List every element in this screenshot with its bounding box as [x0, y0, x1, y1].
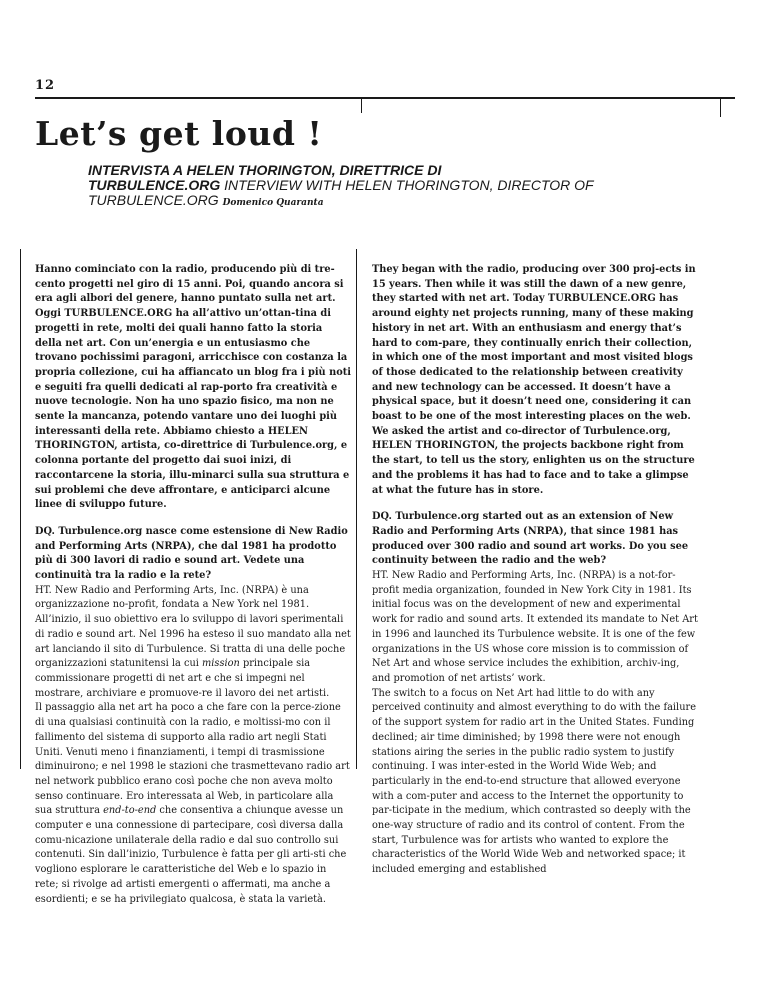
answer-italian-2 [35, 701, 352, 907]
answer-emphasis: mission [202, 658, 240, 670]
question-italian: DQ. Turbulence.org nasce come estensione di New Radio and Performing Arts (NRPA), che dal 1981 ha prodotto più di 300 lavori di radio e sound art. Vedete una continuità tra la radio e la rete? [35, 525, 348, 582]
intro-english: They began with the radio, producing over 300 proj-ects in 15 years. Then while it was still the dawn of a new genre, they started with net art. Today TURBULENCE.ORG has around eighty net projects running, many of these making history in net art. With an enthusiasm and energy that’s hard to com-pare, they continually enrich their collection, in which one of the most important and most visited blogs of those dedicated to the relationship between creativity and new technology can be accessed. It doesn’t have a physical space, but it doesn’t need one, considering it can boast to be one of the most interesting places on the web. [372, 264, 696, 423]
page-number: 12 [35, 78, 56, 93]
answer-emphasis: end-to-end [103, 805, 157, 817]
answer-text: che consentiva a chiunque avesse un computer e una connessione di partecipare, così diversa dalla comu-nicazione unilaterale della radio e dal suo controllo sui contenuti. Sin dall’inizio, Turbulence è fatta per gli arti-sti che vogliono esplorare le caratteristiche del Web e lo spazio in rete; si rivolge ad artisti emergenti o affermati, ma anche a esordienti; e se ha privilegiato qualcosa, è stata la varietà. [35, 805, 347, 905]
column-tick-right [720, 99, 721, 117]
answer-english-1: HT. New Radio and Performing Arts, Inc. (NRPA) is a not-for-profit media organization, founded in New York City in 1981. Its initial focus was on the development of new and experimental work for radio and sound arts. It extended its mandate to Net Art in 1996 and launched its Turbulence website. It is one of the few organizations in the US whose core mission is to commission of Net Art and whose service includes the exhibition, archiv-ing, and promotion of net artists’ work. [372, 570, 698, 684]
question-english: DQ. Turbulence.org started out as an extension of New Radio and Performing Arts (NRPA), that since 1981 has produced over 300 radio and sound art works. Do you see continuity between the radio and the web? [372, 511, 689, 567]
column-tick-mid [361, 99, 362, 113]
answer-italian-1 [35, 584, 352, 702]
header-rule [35, 97, 735, 99]
english-column [372, 263, 698, 878]
left-margin-rule [20, 249, 21, 769]
italian-column [35, 263, 352, 907]
subtitle-italian: INTERVISTA A HELEN THORINGTON, DIRETTRICE DI [88, 162, 442, 178]
answer-text: HT. New Radio and Performing Arts, Inc. (NRPA) è una organizzazione no-profit, fondata a New York nel 1981. All’inizio, il suo obiettivo era lo sviluppo di lavori sperimentali di radio e sound art. Nel 1996 ha esteso il suo mandato alla net art lanciando il sito di Turbulence. Si tratta di una delle poche organizzazioni statunitensi la cui [35, 584, 351, 670]
answer-text: principale sia commissionare progetti di net art e che si impegni nel mostrare, archiviare e promuove-re il lavoro dei net artisti. [35, 658, 330, 699]
subtitle-english: INTERVIEW WITH HELEN THORINGTON, DIRECTOR OF TURBULENCE.ORG [88, 177, 594, 208]
article-subtitle [88, 163, 648, 211]
answer-english-2: The switch to a focus on Net Art had little to do with any perceived continuity and almost everything to do with the failure of the support system for radio art in the United States. Funding declined; air time diminished; by 1998 there were not enough stations airing the series in the public radio system to justify continuing. I was inter-ested in the World Wide Web; and particularly in the end-to-end structure that allowed everyone with a com-puter and access to the Internet the opportunity to par-ticipate in the medium, which contrasted so deeply with the one-way structure of radio and its control of content. From the start, Turbulence was for artists who wanted to explore the characteristics of the World Wide Web and networked space; it included emerging and established [372, 687, 696, 876]
column-divider [356, 249, 357, 769]
answer-text: Il passaggio alla net art ha poco a che fare con la perce-zione di una qualsiasi continuità con la radio, e moltissi-mo con il fallimento del sistema di supporto alla radio art negli Stati Uniti. Venuti meno i finanziamenti, i tempi di trasmissione diminuirono; e nel 1998 le stazioni che trasmettevano radio art nel network pubblico erano così poche che non aveva molto senso continuare. Ero interessata al Web, in particolare alla sua struttura [35, 702, 350, 817]
intro-italian: Hanno cominciato con la radio, producendo più di tre-cento progetti nel giro di 15 anni. Poi, quando ancora si era agli albori del genere, hanno puntato sulla net art. Oggi TURBULENCE.ORG ha all’attivo un’ottan-tina di progetti in rete, molti dei quali hanno fatto la storia della net art. Con un’energia e un entusiasmo che trovano pochissimi paragoni, arricchisce con costanza la propria collezione, cui ha affiancato un blog fra i più noti e seguiti fra quelli dedicati al rap-porto fra creatività e nuove tecnologie. Non ha uno spazio fisico, ma non ne sente la mancanza, potendo vantare uno dei luoghi più interessanti della rete. Abbiamo chiesto a HELEN THORINGTON, artista, co-direttrice di Turbulence.org, e colonna portante del progetto dai suoi inizi, di raccontarcene la storia, illu-minarci sulla sua struttura e sui problemi che deve affrontare, e anticiparci alcune linee di sviluppo future. [35, 264, 351, 511]
article-author: Domenico Quaranta [222, 198, 324, 208]
subtitle-org: TURBULENCE.ORG [88, 177, 221, 193]
article-title: Let’s get loud ! [35, 114, 323, 153]
intro-english-2: We asked the artist and co-director of Turbulence.org, HELEN THORINGTON, the projects backbone right from the start, to tell us the story, enlighten us on the structure and the problems it has had to face and to take a glimpse at what the future has in store. [372, 425, 695, 496]
